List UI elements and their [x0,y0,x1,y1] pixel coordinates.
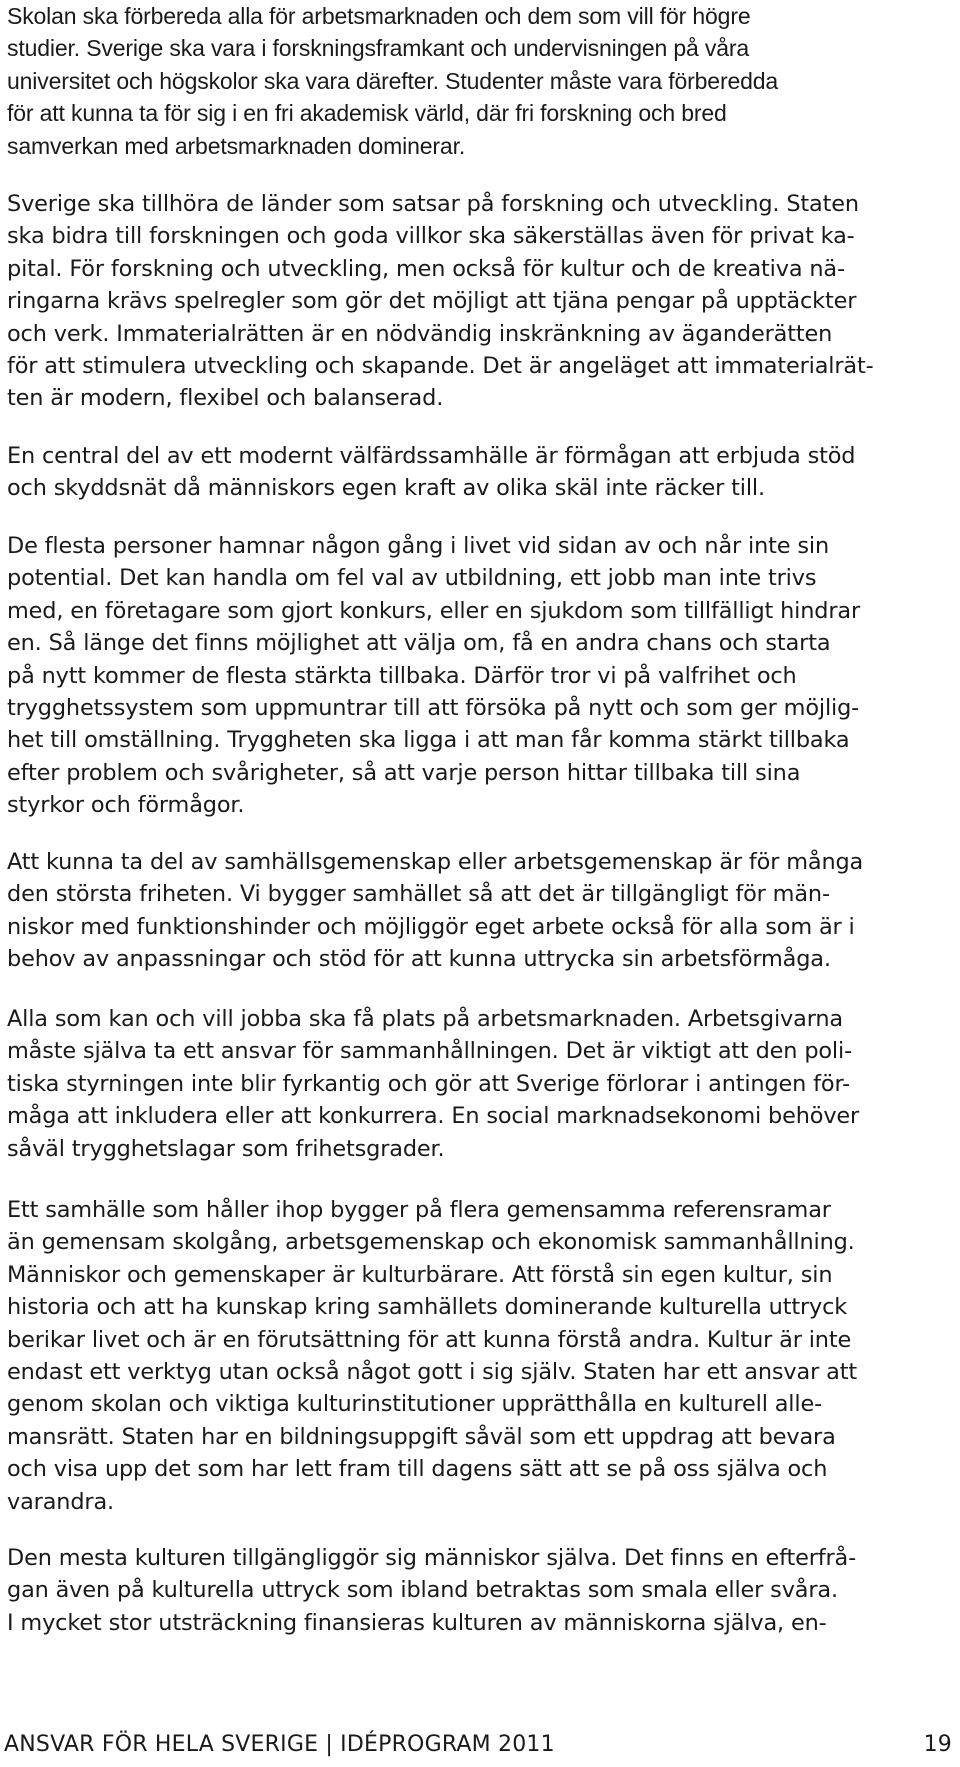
text-line: efter problem och svårigheter, så att varje person hittar tillbaka till sina [7,759,801,786]
text-line: styrkor och förmågor. [7,792,245,819]
text-line: gan även på kulturella uttryck som ibland betraktas som smala eller svåra. [7,1577,838,1604]
text-line: den största friheten. Vi bygger samhället så att det är tillgängligt för män- [7,881,830,908]
paragraph-community [7,846,863,976]
text-line: tiska styrningen inte blir fyrkantig och gör att Sverige förlorar i antingen för- [7,1070,851,1097]
text-line: och visa upp det som har lett fram till dagens sätt att se på oss själva och [7,1456,828,1483]
text-line: potential. Det kan handla om fel val av utbildning, ett jobb man inte trivs [7,565,817,592]
text-line: mansrätt. Staten har en bildningsuppgift såväl som ett uppdrag att bevara [7,1423,836,1450]
text-line: Den mesta kulturen tillgängliggör sig människor själva. Det finns en efterfrå- [7,1545,857,1571]
text-line: Människor och gemenskaper är kulturbärare. Att förstå sin egen kultur, sin [7,1261,833,1288]
text-line: genom skolan och viktiga kulturinstitutioner upprätthålla en kulturell alle- [7,1391,822,1418]
text-line: pital. För forskning och utveckling, men också för kultur och de kreativa nä- [7,255,845,282]
text-line: samverkan med arbetsmarknaden dominerar. [7,132,466,159]
text-line: för att kunna ta för sig i en fri akademisk värld, där fri forskning och bred [7,100,727,127]
text-line: Ett samhälle som håller ihop bygger på flera gemensamma referensramar [7,1197,831,1223]
text-line: måga att inkludera eller att konkurrera. En social marknadsekonomi behöver [7,1103,860,1130]
text-line: såväl trygghetslagar som frihetsgrader. [7,1135,445,1162]
text-line: varandra. [7,1488,114,1515]
text-line: berikar livet och är en förutsättning för att kunna förstå andra. Kultur är inte [7,1326,852,1353]
paragraph-research [7,188,874,415]
text-line: än gemensam skolgång, arbetsgemenskap och ekonomisk sammanhållning. [7,1229,855,1256]
paragraph-culture [7,1194,857,1518]
text-line: och skyddsnät då människors egen kraft av olika skäl inte räcker till. [7,475,765,502]
text-line: Sverige ska tillhöra de länder som satsar på forskning och utveckling. Staten [7,191,859,217]
paragraph-labour-market [7,1003,859,1165]
text-line: historia och att ha kunskap kring samhällets dominerande kulturella uttryck [7,1294,848,1321]
text-line: och verk. Immaterialrätten är en nödvändig inskränkning av äganderätten [7,320,833,347]
text-line: ringarna krävs spelregler som gör det möjligt att tjäna pengar på upptäckter [7,288,857,315]
text-line: trygghetssystem som uppmuntrar till att försöka på nytt och som ger möjlig- [7,695,860,722]
text-line: med, en företagare som gjort konkurs, eller en sjukdom som tillfälligt hindrar [7,597,861,624]
text-line: De flesta personer hamnar någon gång i livet vid sidan av och når inte sin [7,533,830,559]
text-line: ten är modern, flexibel och balanserad. [7,385,444,412]
page-number: 19 [923,1732,952,1757]
paragraph-education [7,0,778,162]
text-line: på nytt kommer de flesta stärkta tillbaka. Därför tror vi på valfrihet och [7,662,797,689]
text-line: universitet och högskolor ska vara därefter. Studenter måste vara förberedda [7,67,779,94]
text-line: Att kunna ta del av samhällsgemenskap eller arbetsgemenskap är för många [7,849,864,875]
text-line: behov av anpassningar och stöd för att kunna uttrycka sin arbetsförmåga. [7,946,831,973]
text-line: het till omställning. Tryggheten ska ligga i att man får komma stärkt tillbaka [7,727,850,754]
paragraph-second-chance [7,530,860,822]
text-line: för att stimulera utveckling och skapande. Det är angeläget att immaterialrät- [7,353,874,380]
text-line: ska bidra till forskningen och goda villkor ska säkerställas även för privat ka- [7,223,855,250]
text-line: I mycket stor utsträckning finansieras kulturen av människorna själva, en- [7,1609,827,1636]
page-footer [4,1732,952,1762]
text-line: niskor med funktionshinder och möjliggör eget arbete också för alla som är i [7,913,855,940]
text-line: studier. Sverige ska vara i forskningsframkant och undervisningen på våra [7,35,750,62]
footer-title: ANSVAR FÖR HELA SVERIGE | IDÉPROGRAM 2011 [4,1732,555,1757]
paragraph-welfare [7,440,855,505]
text-line: En central del av ett modernt välfärdssamhälle är förmågan att erbjuda stöd [7,443,856,469]
text-line: Alla som kan och vill jobba ska få plats på arbetsmarknaden. Arbetsgivarna [7,1006,843,1032]
text-line: endast ett verktyg utan också något gott i sig själv. Staten har ett ansvar att [7,1359,857,1386]
paragraph-culture-financing [7,1542,856,1639]
text-line: måste själva ta ett ansvar för sammanhållningen. Det är viktigt att den poli- [7,1038,853,1065]
text-line: en. Så länge det finns möjlighet att välja om, få en andra chans och starta [7,630,831,657]
text-line: Skolan ska förbereda alla för arbetsmarknaden och dem som vill för högre [7,3,751,29]
